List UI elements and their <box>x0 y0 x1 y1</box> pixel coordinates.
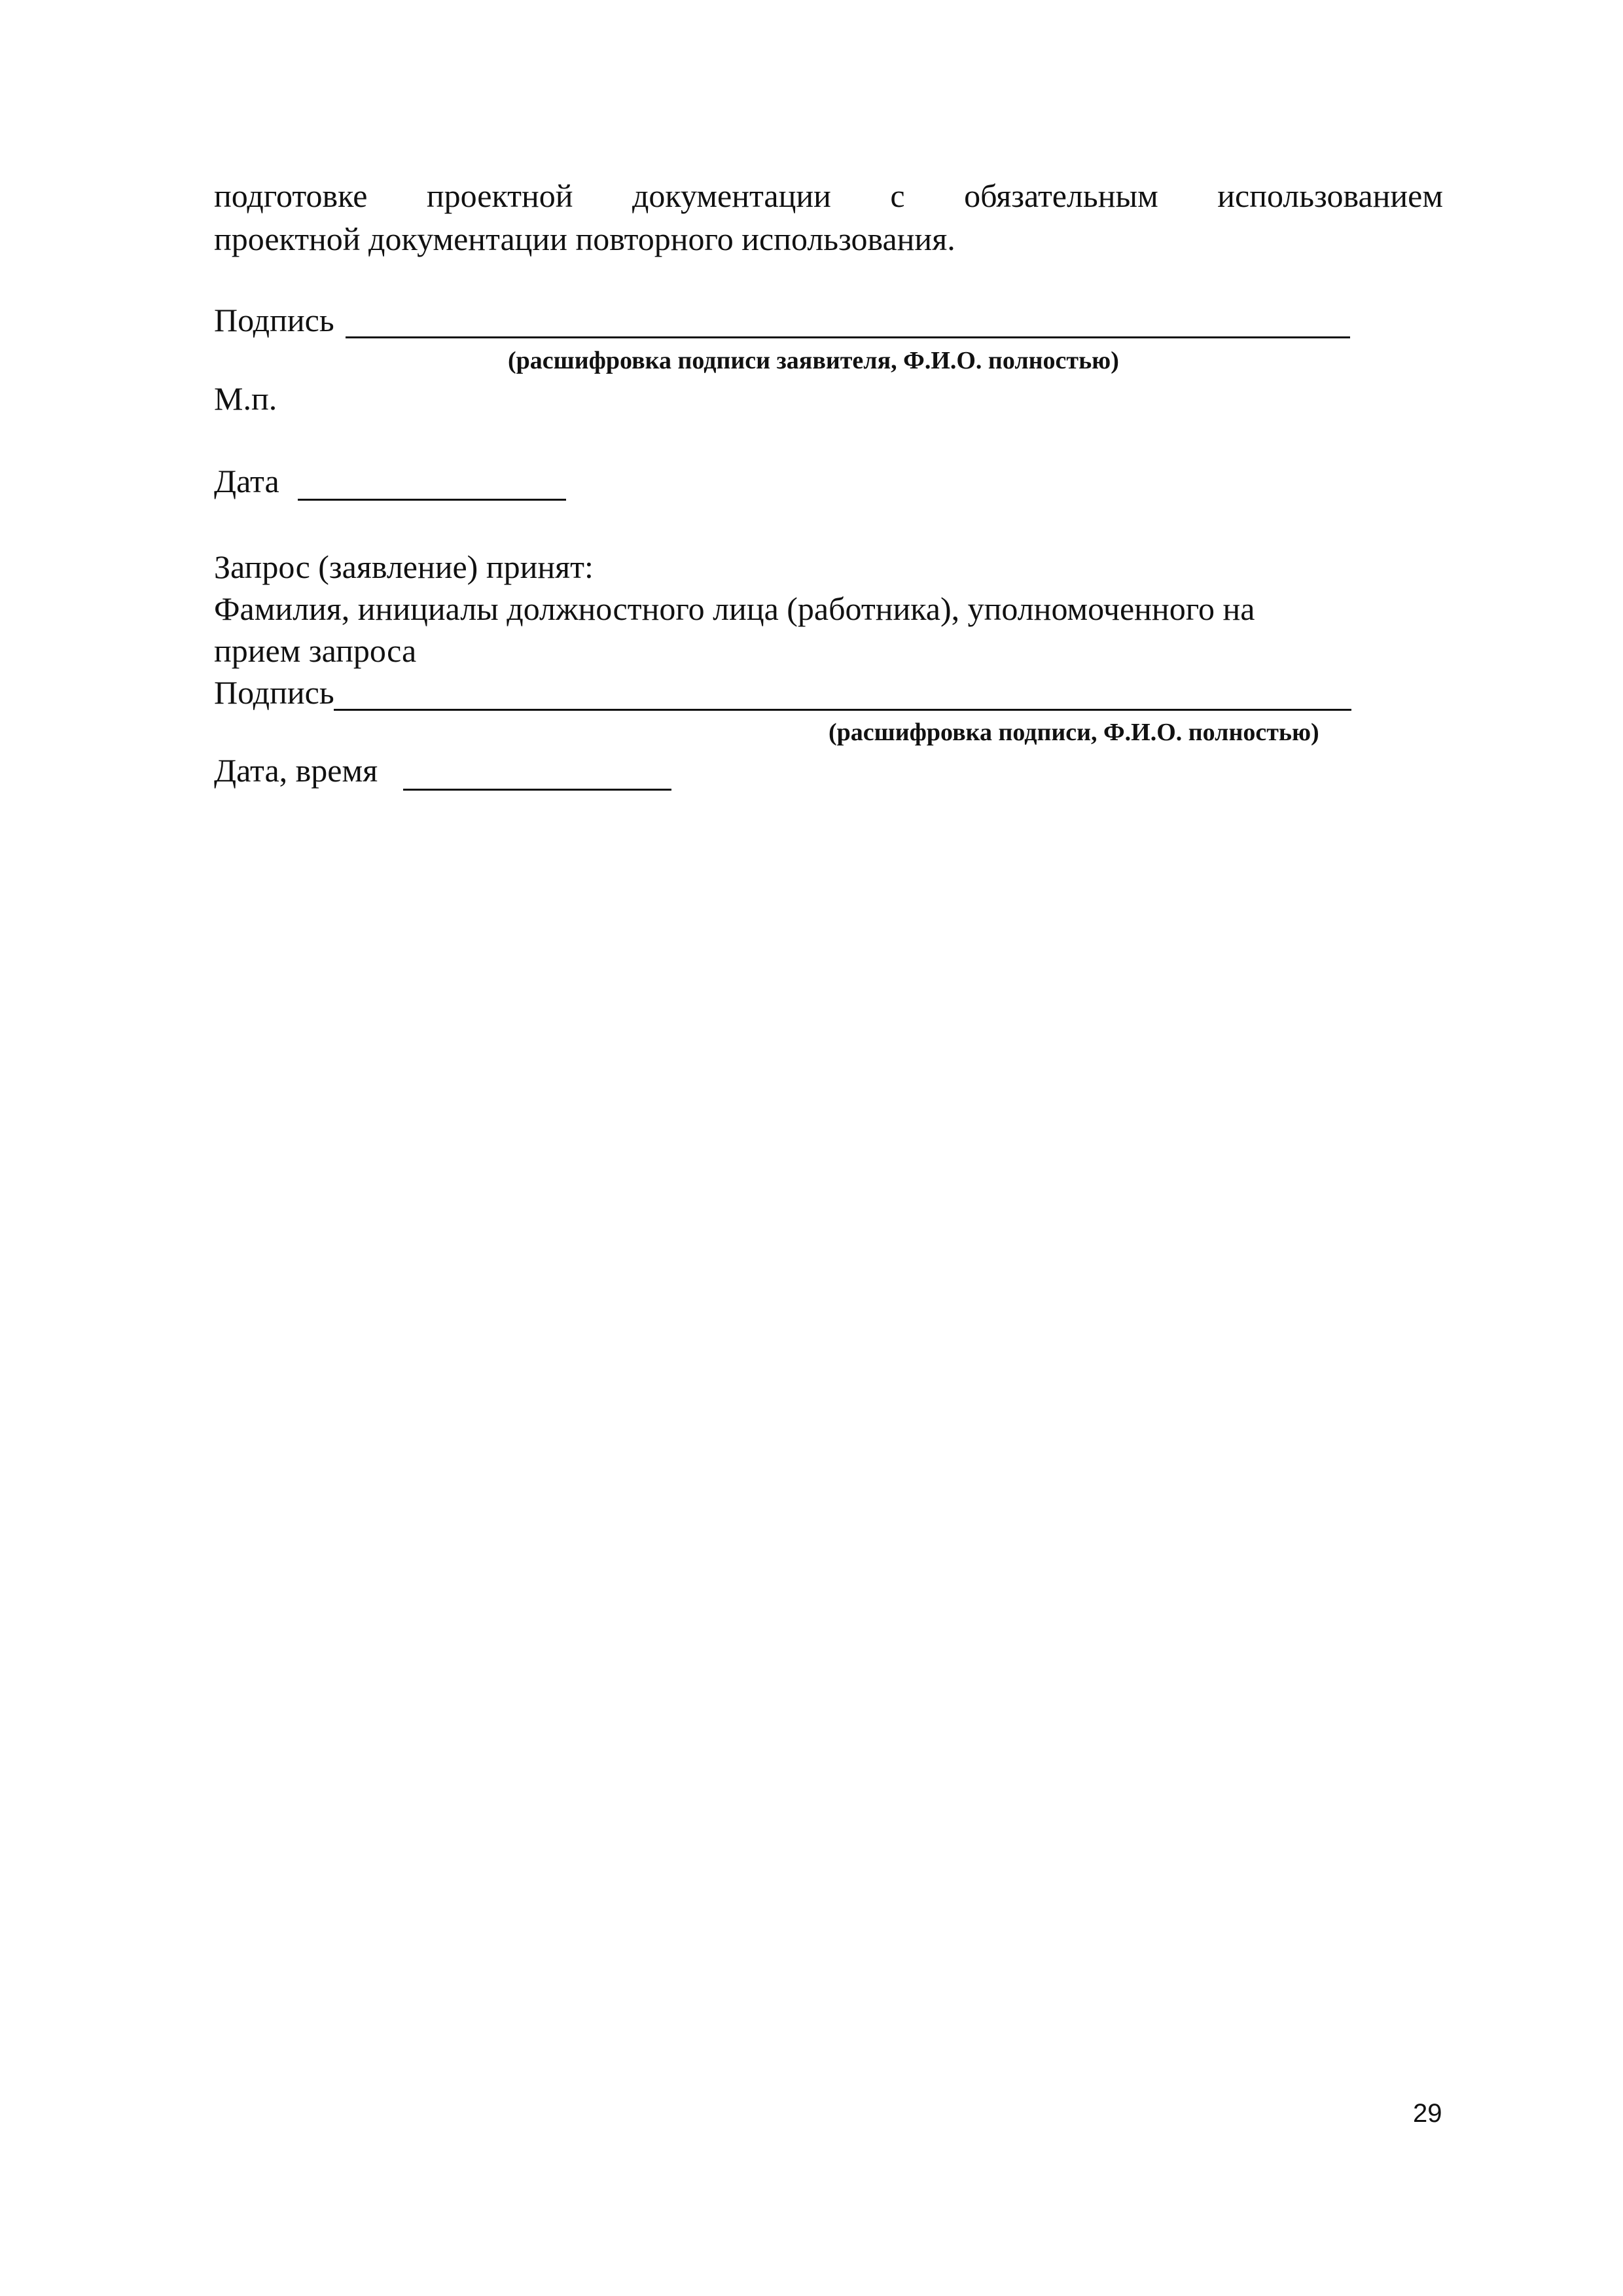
official-line-2: прием запроса <box>214 632 417 669</box>
paragraph-line-2: проектной документации повторного использования. <box>214 221 955 257</box>
official-line-1: Фамилия, инициалы должностного лица (работника), уполномоченного на <box>214 590 1255 627</box>
datetime-line <box>403 789 671 791</box>
datetime-label: Дата, время <box>214 752 378 789</box>
official-signature-label: Подпись <box>214 674 334 711</box>
seal-label: М.п. <box>214 380 277 417</box>
applicant-signature-label: Подпись <box>214 302 334 338</box>
page-number: 29 <box>1413 2099 1442 2128</box>
applicant-signature-caption: (расшифровка подписи заявителя, Ф.И.О. полностью) <box>508 347 1119 374</box>
acceptance-title: Запрос (заявление) принят: <box>214 548 594 585</box>
paragraph-line-1: подготовке проектной документации с обязательным использованием <box>214 177 1443 214</box>
applicant-signature-line <box>346 336 1350 338</box>
official-signature-line <box>334 709 1351 711</box>
date-line <box>298 499 566 501</box>
date-label: Дата <box>214 463 279 499</box>
official-signature-caption: (расшифровка подписи, Ф.И.О. полностью) <box>829 719 1319 746</box>
